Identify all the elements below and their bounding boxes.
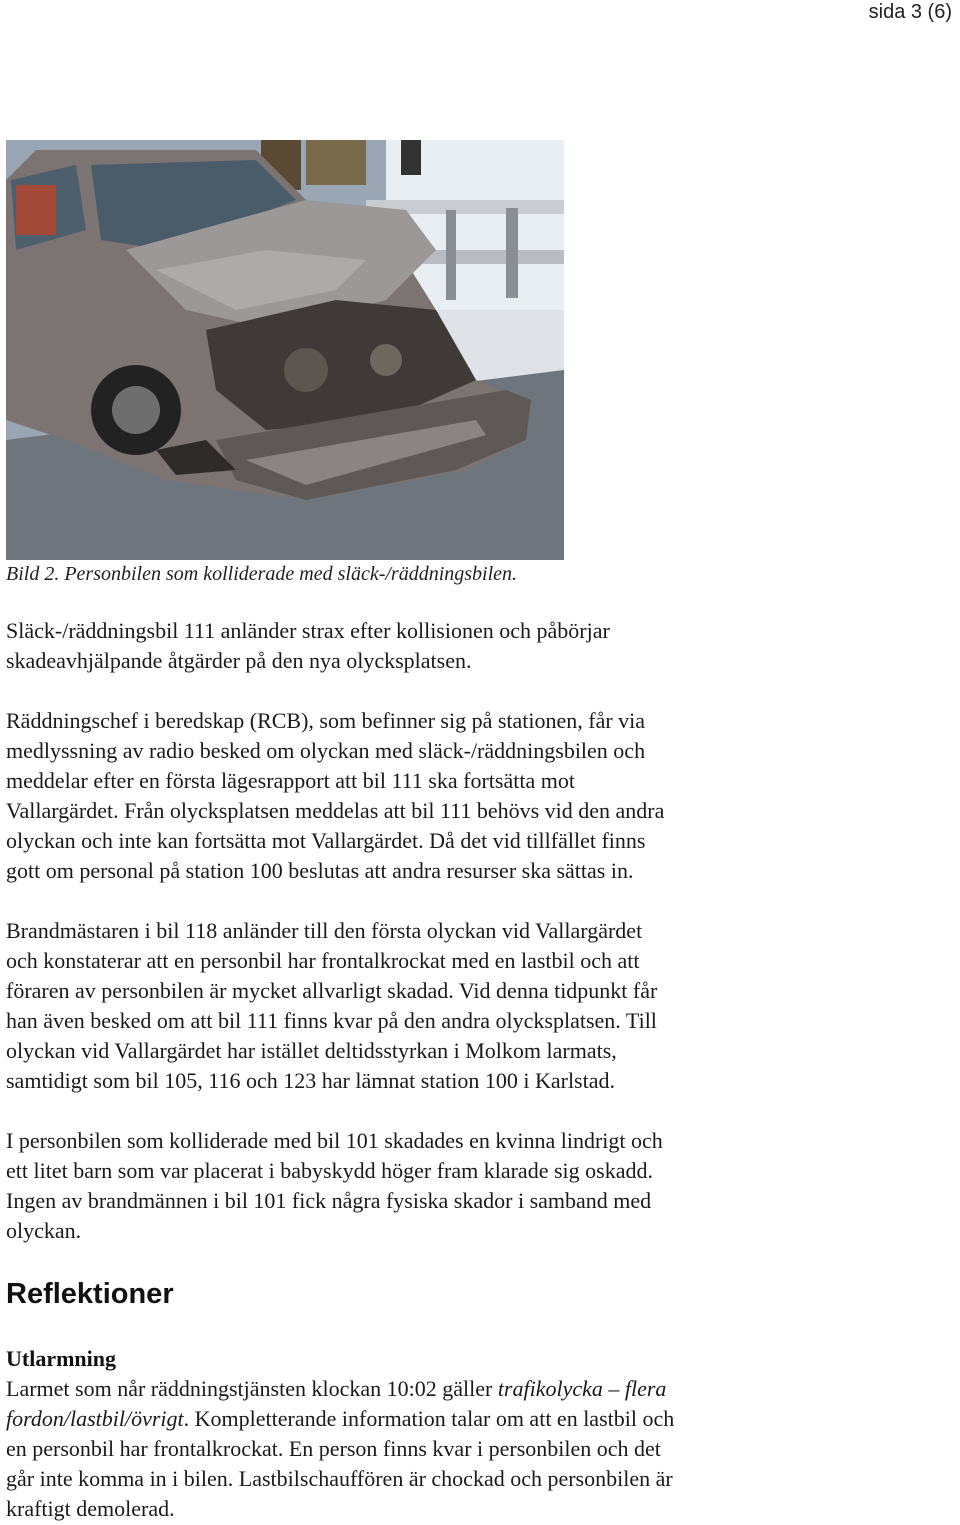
text-line: Räddningschef i beredskap (RCB), som befinner sig på stationen, får via	[6, 708, 646, 733]
paragraph-5	[6, 1374, 954, 1524]
paragraph-3	[6, 916, 954, 1096]
text-line: han även besked om att bil 111 finns kvar på den andra olycksplatsen. Till	[6, 1008, 657, 1033]
text-line: kraftigt demolerad.	[6, 1496, 175, 1521]
text-line: olyckan och inte kan fortsätta mot Vallargärdet. Då det vid tillfället finns	[6, 828, 646, 853]
text-line: I personbilen som kolliderade med bil 101 skadades en kvinna lindrigt och	[6, 1128, 663, 1153]
text-line	[6, 1374, 954, 1404]
emphasis-text: trafikolycka – flera	[497, 1376, 667, 1401]
text-line: Släck-/räddningsbil 111 anländer strax efter kollisionen och påbörjar	[6, 618, 610, 643]
text-line: meddelar efter en första lägesrapport att bil 111 ska fortsätta mot	[6, 768, 575, 793]
text-line: olyckan.	[6, 1218, 82, 1243]
text-line: gott om personal på station 100 beslutas att andra resurser ska sättas in.	[6, 858, 634, 883]
paragraph-1	[6, 616, 954, 676]
text-line	[6, 1404, 954, 1434]
text-line: går inte komma in i bilen. Lastbilschauffören är chockad och personbilen är	[6, 1466, 673, 1491]
section-heading: Reflektioner	[6, 1278, 174, 1310]
figure-caption: Bild 2. Personbilen som kolliderade med släck-/räddningsbilen.	[6, 563, 518, 585]
page-number: sida 3 (6)	[868, 1, 952, 23]
text-line: medlyssning av radio besked om olyckan med släck-/räddningsbilen och	[6, 738, 646, 763]
text-run: . Kompletterande information talar om att en lastbil och	[183, 1406, 675, 1431]
figure-photo	[6, 140, 564, 560]
paragraph-4	[6, 1126, 954, 1246]
text-line: olyckan vid Vallargärdet har istället deltidsstyrkan i Molkom larmats,	[6, 1038, 617, 1063]
text-line: föraren av personbilen är mycket allvarligt skadad. Vid denna tidpunkt får	[6, 978, 658, 1003]
text-line: en personbil har frontalkrockat. En person finns kvar i personbilen och det	[6, 1436, 661, 1461]
crashed-car-photo-icon	[6, 140, 564, 560]
text-run: Larmet som når räddningstjänsten klockan 10:02 gäller	[6, 1376, 498, 1401]
text-line: Ingen av brandmännen i bil 101 fick några fysiska skador i samband med	[6, 1188, 652, 1213]
text-line: skadeavhjälpande åtgärder på den nya olycksplatsen.	[6, 648, 472, 673]
text-line: ett litet barn som var placerat i babyskydd höger fram klarade sig oskadd.	[6, 1158, 653, 1183]
text-line: samtidigt som bil 105, 116 och 123 har lämnat station 100 i Karlstad.	[6, 1068, 615, 1093]
paragraph-2	[6, 706, 954, 886]
text-line: Vallargärdet. Från olycksplatsen meddelas att bil 111 behövs vid den andra	[6, 798, 665, 823]
text-line: och konstaterar att en personbil har frontalkrockat med en lastbil och att	[6, 948, 640, 973]
section-subheading: Utlarmning	[6, 1346, 116, 1371]
emphasis-text: fordon/lastbil/övrigt	[6, 1406, 184, 1431]
text-line: Brandmästaren i bil 118 anländer till den första olyckan vid Vallargärdet	[6, 918, 643, 943]
